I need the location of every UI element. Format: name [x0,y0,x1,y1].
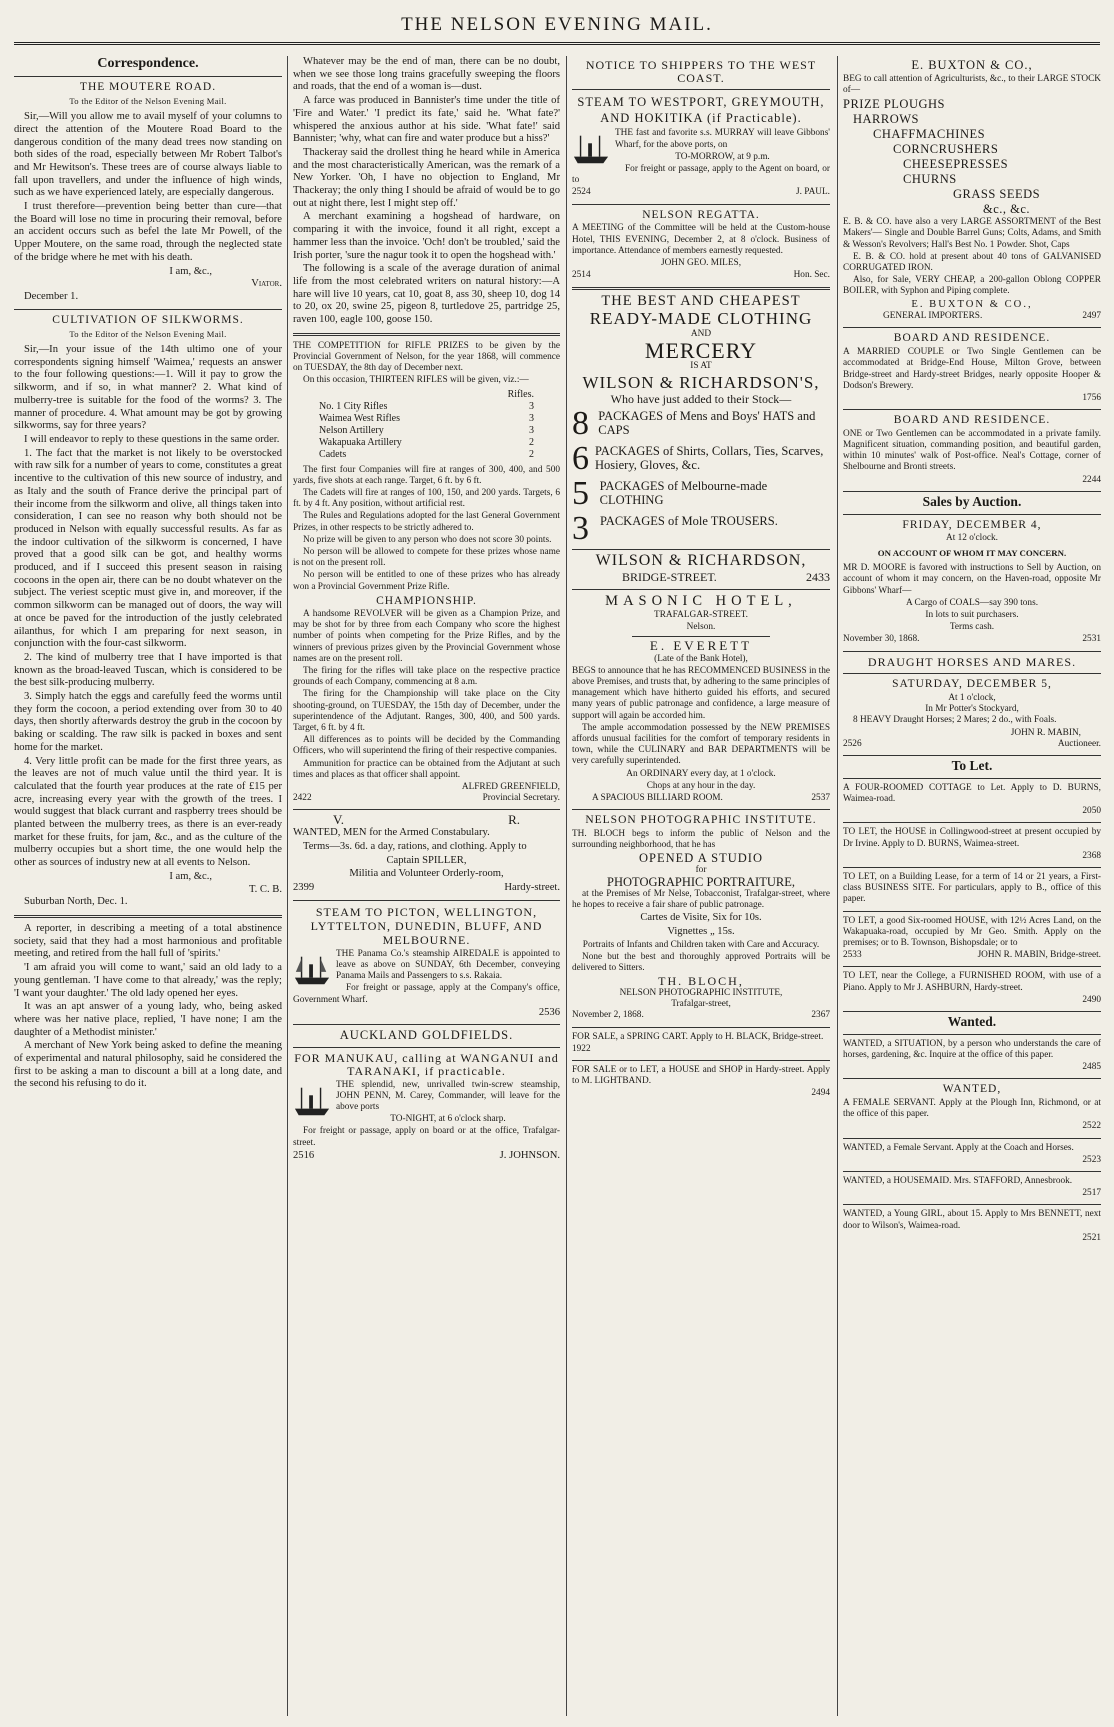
ad-number: 1756 [1082,392,1101,403]
wanted-title: WANTED, [942,1083,1002,1096]
rifle-competition-notice: On this occasion, THIRTEEN RIFLES will be given, viz.:— [303,375,529,386]
table-row: Waimea West Rifles 3 [319,412,534,424]
letter-paragraph: Sir,—Will you allow me to avail myself of your columns to direct the attention of the Moutere Road Board to the dangerous condition of the many dead trees now standing on both sides of the road, especially between Mr Robert Talbot's and Mr Hewitson's. These trees are of course always liable to fall upon travellers, and under the influence of high winds, such as we have experienced lately, are especially dangerous. [14,111,282,199]
ad-number: 1922 [572,1043,591,1054]
tolet-ad: TO LET, the HOUSE in Collingwood-street at present occupied by Dr Irvine. Apply to D. BURNS, Waimea-street. [843,827,1101,849]
ad-contact: J. JOHNSON. [499,1149,560,1161]
letter-paragraph: 2. The kind of mulberry tree that I have imported is that known as the broad-leaved Tuscan, which is considered to be the best silk-producing mulberry. [14,651,282,689]
ad-number: 2522 [1082,1121,1101,1132]
ad-number: 2050 [1082,806,1101,817]
table-row: No. 1 City Rifles 3 [319,400,534,412]
column-2 [293,56,560,1724]
ad-number: 2399 [293,881,315,893]
constabulary-ad: Terms—3s. 6d. a day, rations, and clothing. Apply to [303,840,527,852]
wanted-ad: WANTED, a SITUATION, by a person who understands the care of horses, gardening, &c. Inquire at the office of this paper. [843,1038,1101,1060]
ad-contact: NELSON PHOTOGRAPHIC INSTITUTE, [619,987,783,998]
steamer-ad: For freight or passage, apply on board or at the office, Trafalgar-street. [293,1126,560,1148]
rifle-rule: The first four Companies will fire at ranges of 300, 400, and 500 yards, five shots at each range. Target, 6 ft. by 6 ft. [293,464,560,486]
auction-time: At 1 o'clock, [948,693,996,704]
letter-paragraph: I trust therefore—prevention being better than cure—that the Board will lose no time in procuring their removal, before an accident occurs such as befel the late Mr Powell, of the Upper Moutere, on the same road, through the neglected state of the bridge where he met with his death. [14,201,282,263]
auction-lots: 8 HEAVY Draught Horses; 2 Mares; 2 do., with Foals. [853,715,1057,726]
letter-paragraph: 4. Very little profit can be made for the first three years, as the leaves are not of much value until the third year. It is calculated that the fourth year produces at the rate of £15 per acre, increasing every year with the growth of the trees. I would suggest that black currant and raspberry trees should be planted between the mulberry trees, as there is an ever-ready market for these fruits, for jam, &c., and as the culture of the mulberry occupies but a short time, the one would help the other as sources of industry new at all events to Nelson. [14,755,282,869]
ad-contact: Hon. Sec. [793,270,830,281]
list-item: CHEESEPRESSES [903,157,1009,172]
ad-contact: Captain SPILLER, [386,854,467,866]
table-row: Wakapuaka Artillery 2 [319,436,534,448]
ad-number: 2537 [811,792,830,803]
letter-title: CULTIVATION OF SILKWORMS. [52,313,244,326]
column-3 [572,56,830,1724]
ad-contact: Trafalgar-street, [671,999,731,1010]
ad-number: 2517 [1082,1188,1101,1199]
rifles-header: Rifles. [507,388,534,400]
anecdote: It was an apt answer of a young lady, who, being asked where was her native place, replied, 'I have none; I am the daughter of a Methodist minister.' [14,1001,282,1038]
auction-ad: Terms cash. [949,622,995,633]
ad-contact: JOHN R. MABIN, [1010,727,1081,738]
board-ad: ONE or Two Gentlemen can be accommodated in a private family. Magnificent situation, commanding position, and beautiful garden, within 10 minutes' walk of Post-office. Neal's Cottage, corner of Shelbourne and Bronti streets. [843,428,1101,473]
letter-date: December 1. [24,290,79,302]
championship-title: CHAMPIONSHIP. [376,594,477,607]
letter-signature: T. C. B. [248,883,282,895]
manukau-title: FOR MANUKAU, calling at WANGANUI and TARANAKI, if practicable. [294,1051,559,1078]
auction-note: ON ACCOUNT OF WHOM IT MAY CONCERN. [877,548,1067,559]
championship-rule: The firing for the Championship will take place on the City shooting-ground, on TUESDAY, the 15th day of December, under the superintendence of the Adjutant. Ranges, 300, 400, and 500 yards. Target, 6 ft. by 4 ft. [293,689,560,734]
ad-number: 2367 [811,1010,830,1021]
photo-ad: at the Premises of Mr Nelse, Tobacconist, Trafalgar-street, where he hopes to receive a fair share of public patronage. [572,888,830,911]
buxton-ad: E. B. & CO. have also a very LARGE ASSORTMENT of the Best Makers'— Single and Double Barrel Guns; Colts, Adams, and Smith & Wesson's Revolvers; Hall's Best No. 1 Powder. Shot, Caps [843,217,1101,250]
proprietor-note: (Late of the Bank Hotel), [654,654,748,665]
tolet-heading: To Let. [951,758,993,774]
clothing-ad-line: IS AT [690,360,712,371]
rifle-allocation-table [317,389,536,461]
clothing-ad-line: AND [690,328,712,339]
vr-monogram-v: V. [333,812,344,828]
auction-ad: A Cargo of COALS—say 390 tons. [905,597,1039,608]
ad-date: November 2, 1868. [572,1010,644,1021]
steamer-ad: THE fast and favorite s.s. MURRAY will leave Gibbons' Wharf, for the above ports, on [615,128,830,150]
wanted-ad: WANTED, a Young GIRL, about 15. Apply to Mrs BENNETT, next door to Wilson's, Waimea-road. [843,1209,1101,1231]
ad-number: 2521 [1082,1232,1101,1243]
ad-number: 2490 [1082,994,1101,1005]
steamship-icon [572,130,610,168]
column-divider [837,56,838,1716]
ad-number: 2524 [572,187,591,198]
steamer-ad: For freight or passage, apply to the Agent on board, or to [572,164,830,186]
ad-number: 2536 [538,1006,560,1018]
auction-date: FRIDAY, DECEMBER 4, [902,518,1042,531]
steamship-icon [293,951,331,989]
hotel-ad: An ORDINARY every day, at 1 o'clock. [626,768,776,779]
anecdote: A reporter, in describing a meeting of a total abstinence society, said that they had a most harmonious and profitable meeting, and retired from the hall full of 'spirits.' [14,923,282,960]
steamer-ad: TO-NIGHT, at 6 o'clock sharp. [390,1114,506,1125]
buxton-goods-list [843,97,1101,217]
tolet-ad: A FOUR-ROOMED COTTAGE to Let. Apply to D. BURNS, Waimea-road. [843,782,1101,804]
ad-contact: JOHN R. MABIN, Bridge-street. [977,950,1101,961]
sale-ad: FOR SALE, a SPRING CART. Apply to H. BLACK, Bridge-street. [572,1031,824,1042]
list-item: 5 PACKAGES of Melbourne-made CLOTHING [572,475,768,513]
list-item: 8 PACKAGES of Mens and Boys' HATS and CAPS [572,405,816,443]
letter-close: I am, &c., [169,265,212,277]
wanted-ad: WANTED, a Female Servant. Apply at the Coach and Horses. [843,1142,1074,1153]
clothing-ad-line: Who have just added to their Stock— [610,391,792,406]
masthead-rule [14,42,1100,45]
ad-contact: Hardy-street. [504,881,560,893]
championship-rule: The firing for the rifles will take place on the respective practice grounds of each Company, commencing at 8 a.m. [293,666,560,688]
ad-number: 2494 [811,1088,830,1099]
correspondence-heading: Correspondence. [97,56,199,71]
list-item: PRIZE PLOUGHS [843,97,945,112]
store-name: WILSON & RICHARDSON, [595,552,807,570]
ad-number: 2526 [843,738,862,749]
hotel-ad: Chops at any hour in the day. [646,780,756,791]
rifle-rule: No prize will be given to any person who does not score 30 points. [303,534,552,545]
photo-ad: None but the best and thoroughly approved Portraits will be delivered to Sitters. [572,951,830,974]
championship-rule: Ammunition for practice can be obtained from the Adjutant at such times and places as that officer shall appoint. [293,758,560,780]
anecdote: Thackeray said the drollest thing he heard while in America and the most characteristically American, was the remark of a New Yorker. 'Oh, I have no objection to England, Mr Thackeray; the only thing I should be afraid of would be to go out at night there, lest I might step off.' [293,146,560,209]
ad-contact: JOHN GEO. MILES, [660,257,742,268]
ad-contact: Militia and Volunteer Orderly-room, [349,868,504,880]
steamship-icon [293,1082,331,1120]
auction-heading: Sales by Auction. [922,493,1022,509]
steamer-ad: THE splendid, new, unrivalled twin-screw steamship, JOHN PENN, M. Carey, Commander, will leave for the above ports [336,1079,560,1112]
auction-date: SATURDAY, DECEMBER 5, [892,678,1052,691]
ad-number: 2514 [572,270,591,281]
steamer-ad: TO-MORROW, at 9 p.m. [675,151,770,162]
letter-address: To the Editor of the Nelson Evening Mail. [69,329,227,340]
letter-paragraph: I will endeavor to reply to these questions in the same order. [24,433,280,445]
proprietor-name: E. EVERETT [649,637,753,653]
ad-date: November 30, 1868. [843,634,920,645]
list-item: &c., &c. [983,202,1031,217]
ad-contact: GENERAL IMPORTERS. [883,311,983,322]
regatta-title: NELSON REGATTA. [642,208,760,221]
ad-contact: Auctioneer. [1057,738,1101,749]
list-item: GRASS SEEDS [953,187,1041,202]
column-4 [843,56,1101,1724]
ad-number: 2523 [1082,1154,1101,1165]
letter-date: Suburban North, Dec. 1. [24,896,128,908]
ad-contact: J. PAUL. [795,187,830,198]
table-row: Cadets 2 [319,448,534,460]
letter-address: To the Editor of the Nelson Evening Mail. [69,96,227,107]
photo-ad: Portraits of Infants and Children taken with Care and Accuracy. [582,939,820,950]
price-line: Vignettes „ 15s. [667,925,735,937]
notice-signature: ALFRED GREENFIELD, [461,782,560,793]
auction-ad: In lots to suit purchasers. [925,610,1019,620]
hotel-ad: The ample accommodation possessed by the NEW PREMISES affords unusual facilities for the comfort of temporary residents in town, while the CULINARY and BAR DEPARTMENTS will be very carefully superintended. [572,722,830,767]
anecdote: 'I am afraid you will come to want,' said an old lady to a young gentleman. 'I have come to that already,' was the reply; 'I want your daughter.' The old lady opened her eyes. [14,962,282,999]
anecdote: A merchant of New York being asked to define the meaning of experimental and natural philosophy, said he considered the first to be asking a man to discount a bill at a long date, and the second his refusing to do it. [14,1040,282,1090]
auction-time: At 12 o'clock. [945,533,999,544]
ad-number: 2485 [1082,1062,1101,1073]
steamer-ad: THE Panama Co.'s steamship AIREDALE is appointed to leave as above on SUNDAY, 6th December, conveying Panama Mails and Passengers to s.s. Rakaia. [336,948,560,982]
rifle-competition-notice: THE COMPETITION for RIFLE PRIZES to be given by the Provincial Government of Nelson, for the year 1868, will commence on TUESDAY, the 8th day of December next. [293,340,560,374]
ad-number: 2368 [1082,850,1101,861]
clothing-ad-line: MERCERY [644,337,758,363]
list-item: CHAFFMACHINES [873,127,986,142]
masthead-title: THE NELSON EVENING MAIL. [401,14,713,35]
buxton-title: E. BUXTON & CO., [911,58,1033,72]
letter-paragraph: 1. The fact that the market is not likely to be overstocked with raw silk for a number of years to come, constitutes a great incentive to the cultivation of this new source of industry, and as Italy and the south of France derive the principal part of their income from the silkworm and olive, all things taken into consideration, I can see no reason why both should not be produced in Nelson with equally successful results. As far as the indoor cultivation of the silkworm is concerned, I have proved that a good silk can be got, and healthy worms produced, and if I succeed this present season in raising cocoons in the open air, there can be no doubt whatever on the subject. The veriest sceptic must give in, and moreover, if the common silkworm can be managed out of doors, the way will at once be paved for the introduction of the justly celebrated ailanthus, for which I am preparing for next season, in conjunction with the four-cast silkworm. [14,447,282,650]
notice-signature-title: Provincial Secretary. [482,793,560,804]
auction-place: In Mr Potter's Stockyard, [925,704,1019,715]
constabulary-ad: WANTED, MEN for the Armed Constabulary. [293,827,490,839]
sale-ad: FOR SALE or to LET, a HOUSE and SHOP in Hardy-street. Apply to M. LIGHTBAND. [572,1064,830,1087]
hotel-ad: A SPACIOUS BILLIARD ROOM. [592,792,723,803]
list-item: CORNCRUSHERS [893,142,999,157]
letter-signature: Viator. [251,278,282,290]
letter-paragraph: 3. Simply hatch the eggs and carefully feed the worms until they form the cocoon, a period extending over from 30 to 40 days, then shortly afterwards destroy the grub in the cocoon by baking or scalding. The raw silk is packed in boxes and sent home for the market. [14,691,282,753]
tolet-ad: TO LET, near the College, a FURNISHED ROOM, with use of a Piano. Apply to Mr J. ASHBURN, Hardy-street. [843,971,1101,993]
clothing-ad-title: THE BEST AND CHEAPEST [601,293,801,310]
hotel-address: Nelson. [686,621,716,632]
ad-contact: E. BUXTON & CO., [911,298,1033,310]
hotel-address: TRAFALGAR-STREET. [654,610,748,621]
column-divider [287,56,288,1716]
wanted-ad: WANTED, a HOUSEMAID. Mrs. STAFFORD, Annesbrook. [843,1176,1073,1187]
board-title: BOARD AND RESIDENCE. [893,414,1051,427]
column-1 [14,56,282,1724]
list-item: HARROWS [853,112,920,127]
column-divider [566,56,567,1716]
hotel-ad: BEGS to announce that he has RECOMMENCED BUSINESS in the above Premises, and trusts that, by adhering to the same principles of management which have hitherto guided his efforts, and secured many years of public patronage and confidence, a large measure of support will again be accorded him. [572,665,830,721]
ad-number: 2422 [293,793,312,804]
photo-institute-title: NELSON PHOTOGRAPHIC INSTITUTE. [585,814,817,827]
list-item: CHURNS [903,172,957,187]
letter-paragraph: Sir,—In your issue of the 14th ultimo one of your correspondents signing himself 'Waimea,' requests an answer to the four following questions:—1. Will it pay to grow the silkworm, and if so, in what manner? 2. What kind of mulberry-tree is suitable for the food of the worms? 3. The manner of procedure. 4. What amount may be got by growing silkworms, say for three years? [14,344,282,432]
board-title: BOARD AND RESIDENCE. [893,332,1051,345]
store-address: BRIDGE-STREET. [622,569,717,584]
wanted-heading: Wanted. [947,1013,997,1029]
anecdote: The following is a scale of the average duration of animal life from the most celebrated writers on natural history:—A hare will live 10 years, cat 10, goat 8, ass 30, sheep 10, dog 14 to 20, ox 20, swine 25, pigeon 8, turtledove 25, partridge 25, raven 100, eagle 100, goose 150. [293,263,560,326]
list-item: 3 PACKAGES of Mole TROUSERS. [572,510,778,548]
buxton-ad: E. B. & CO. hold at present about 40 tons of GALVANISED CORRUGATED IRON. [843,251,1101,273]
buxton-ad: BEG to call attention of Agriculturists, &c., to their LARGE STOCK of— [843,73,1101,95]
ad-number: 2497 [1082,311,1101,322]
anecdote: Whatever may be the end of man, there can be no doubt, when we see those long trains gracefully sweeping the floors and roads, that the end of a woman is—dust. [293,56,560,93]
vr-monogram-r: R. [508,812,520,828]
clothing-ad-line: READY-MADE CLOTHING [589,309,813,329]
anecdote: A merchant examining a hogshead of hardware, on comparing it with the invoice, found it all right, except a hammer less than the invoice. 'Och! don't be troubled,' said the Irish porter, 'sure the nagur took it to open the hogshead with.' [293,211,560,261]
ad-number: 2531 [1082,634,1101,645]
shippers-notice-title: NOTICE TO SHIPPERS TO THE WEST COAST. [585,58,817,85]
photo-ad: PHOTOGRAPHIC PORTRAITURE, [607,875,795,890]
ad-contact: TH. BLOCH, [658,974,744,989]
rifle-rule: The Rules and Regulations adopted for the last General Government Prizes, in other respects to be strictly adhered to. [293,511,560,533]
draught-title: DRAUGHT HORSES AND MARES. [867,654,1077,669]
letter-title: THE MOUTERE ROAD. [79,80,217,93]
tolet-ad: TO LET, a good Six-roomed HOUSE, with 12½ Acres Land, on the Wakapuaka-road, occupied by Mr Geo. Smith. Apply on the premises; or to B. Townson, Bishopsdale; or to [843,915,1101,948]
rifle-rule: The Cadets will fire at ranges of 100, 150, and 200 yards. Targets, 6 ft. by 4 ft. Any position, without artificial rest. [293,487,560,510]
regatta-notice: A MEETING of the Committee will be held at the Custom-house Hotel, THIS EVENING, December 2, at 8 o'clock. Business of importance. Attendance of members earnestly requested. [572,223,830,256]
steamer-ad: For freight or passage, apply at the Company's office, Government Wharf. [293,983,560,1005]
ad-number: 2516 [293,1149,315,1161]
buxton-ad: Also, for Sale, VERY CHEAP, a 200-gallon Oblong COPPER BOILER, with Syphon and Piping complete. [843,275,1101,297]
steamer-ad-title: STEAM TO PICTON, WELLINGTON, LYTTELTON, DUNEDIN, BLUFF, AND MELBOURNE. [310,904,543,947]
tolet-ad: TO LET, on a Building Lease, for a term of 14 or 21 years, a First-class BUSINESS SITE. For particulars, apply to B., office of this paper. [843,871,1101,905]
anecdote: A farce was produced in Bannister's time under the title of 'Fire and Water.' 'I predict its fate,' said he. 'What fate?' whispered the anxious author at his side. 'What fate!' said Bannister; 'why, what can fire and water produce but a hiss?' [293,95,560,145]
list-item: 6 PACKAGES of Shirts, Collars, Ties, Scarves, Hosiery, Gloves, &c. [572,440,824,478]
ad-number: 2433 [806,569,830,584]
photo-ad: OPENED A STUDIO [638,851,764,866]
hotel-name: MASONIC HOTEL, [605,592,797,609]
table-row: Nelson Artillery 3 [319,424,534,436]
goldfields-title: AUCKLAND GOLDFIELDS. [339,1028,514,1043]
rifle-rule: No person will be allowed to compete for these prizes whose name is not on the present roll. [293,547,560,569]
ad-number: 2244 [1082,474,1101,485]
photo-ad: for [695,864,707,875]
wanted-ad: A FEMALE SERVANT. Apply at the Plough Inn, Richmond, or at the office of this paper. [843,1098,1101,1120]
board-ad: A MARRIED COUPLE or Two Single Gentlemen can be accommodated at Bridge-End House, Milton Grove, between Bridge-street and Hardy-street Bridges, nearly opposite Hooper & Dodson's Brewery. [843,347,1101,391]
westcoast-steamer-title: STEAM TO WESTPORT, GREYMOUTH, AND HOKITIKA (if Practicable). [577,95,825,126]
championship-rule: All differences as to points will be decided by the Commanding Officers, who will superintend the firing of their respective companies. [293,735,560,757]
price-line: Cartes de Visite, Six for 10s. [640,912,762,924]
championship-rule: A handsome REVOLVER will be given as a Champion Prize, and may be shot for by three from each Company who score the highest number of points when competing for the Prize Rifles, and by the winners of previous prizes given by the Provincial Government whose names are on the present roll. [293,609,560,664]
rifle-rule: No person will be entitled to one of these prizes who has already won a Provincial Government Prize Rifle. [293,570,560,592]
ad-number: 2533 [843,950,862,961]
clothing-ad-line: WILSON & RICHARDSON'S, [582,372,820,392]
letter-close: I am, &c., [169,870,212,882]
auction-ad: MR D. MOORE is favored with instructions to Sell by Auction, on account of whom it may concern, on the Haven-road, opposite Mr Gibbons' Wharf— [843,563,1101,596]
photo-ad: TH. BLOCH begs to inform the public of Nelson and the surrounding neighborhood, that he has [572,828,830,851]
